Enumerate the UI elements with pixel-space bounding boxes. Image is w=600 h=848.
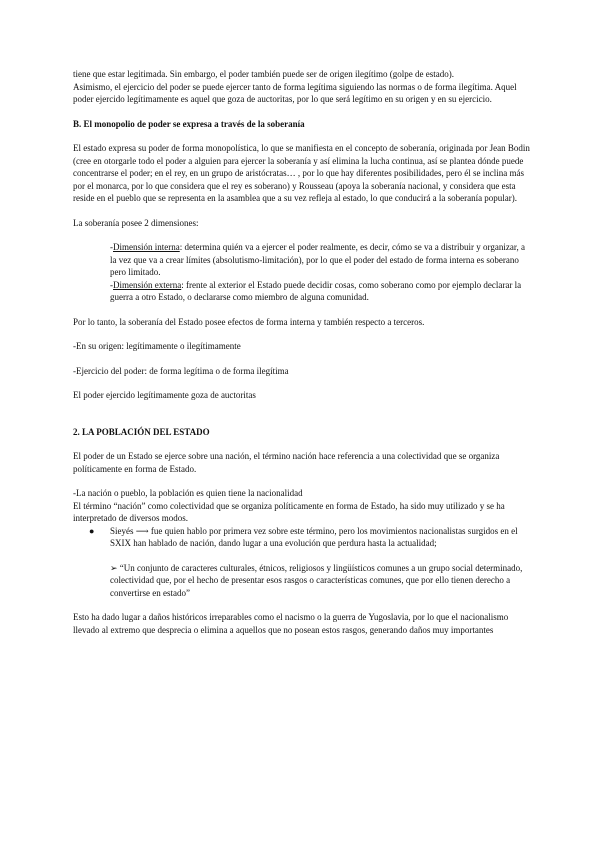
origin-line: -En su origen: legítimamente o ilegítimamente bbox=[73, 341, 241, 351]
nation-paragraph: El poder de un Estado se ejerce sobre una nación, el término nación hace referencia a una colectividad que se organiza políticamente en forma de Estado. bbox=[73, 451, 500, 474]
list-item bbox=[73, 525, 533, 550]
nation-bullet-list bbox=[73, 525, 533, 550]
external-dimension-label: Dimensión externa bbox=[113, 279, 182, 290]
external-dimension-text: : frente al exterior el Estado puede decidir cosas, como soberano como por ejemplo declarar la guerra a otro Estado, o declararse como miembro de alguna comunidad. bbox=[110, 279, 522, 302]
section-2-heading: 2. LA POBLACIÓN DEL ESTADO bbox=[73, 426, 210, 437]
document-page bbox=[73, 68, 533, 636]
section-b-heading: B. El monopolio de poder se expresa a través de la soberanía bbox=[73, 118, 305, 129]
internal-dimension: -Dimensión interna: determina quién va a ejercer el poder realmente, es decir, cómo se va a distribuir y organizar, a la vez que va a crear límites (absolutismo-limitación), por lo que el poder del estado de forma interna es soberano pero limitado. bbox=[110, 242, 525, 277]
internal-dimension-text: : determina quién va a ejercer el poder realmente, es decir, cómo se va a distribuir y organizar, a la vez que va a crear límites (absolutismo-limitación), por lo que el poder del estado de forma interna es soberano pero limitado. bbox=[110, 242, 525, 277]
sovereignty-effects: Por lo tanto, la soberanía del Estado posee efectos de forma interna y también respecto a terceros. bbox=[73, 316, 425, 327]
auctoritas-line: El poder ejercido legítimamente goza de auctoritas bbox=[73, 390, 256, 400]
exercise-line: -Ejercicio del poder: de forma legítima o de forma ilegítima bbox=[73, 365, 289, 376]
intro-paragraph-2: Asimismo, el ejercicio del poder se puede ejercer tanto de forma legítima siguiendo las normas o de forma ilegítima. Aquel poder ejercido legítimamente es aquel que goza de auctoritas, por lo que será legítimo en su origen y en su ejercicio. bbox=[73, 81, 517, 104]
nation-people-line: -La nación o pueblo, la población es quien tiene la nacionalidad bbox=[73, 488, 303, 498]
bullet-icon: ● bbox=[89, 525, 95, 536]
dimensions-intro: La soberanía posee 2 dimensiones: bbox=[73, 217, 199, 228]
intro-paragraph-1: tiene que estar legitimada. Sin embargo, el poder también puede ser de origen ilegítimo (golpe de estado). bbox=[73, 69, 454, 79]
nation-term-paragraph: El término “nación” como colectividad que se organiza políticamente en forma de Estado, ha sido muy utilizado y se ha interpretado de diversos modos. bbox=[73, 500, 505, 523]
internal-dimension-label: Dimensión interna bbox=[113, 242, 180, 252]
external-dimension: -Dimensión externa: frente al exterior el Estado puede decidir cosas, como soberano como por ejemplo declarar la guerra a otro Estado, o declararse como miembro de alguna comunidad. bbox=[110, 279, 522, 302]
nationalism-paragraph: Esto ha dado lugar a daños históricos irreparables como el nacismo o la guerra de Yugoslavia, por lo que el nacionalismo llevado al extremo que desprecia o elimina a aquellos que no posean estos rasgos, generando daños muy importantes bbox=[73, 612, 509, 635]
sovereignty-paragraph: El estado expresa su poder de forma monopolística, lo que se manifiesta en el concepto de soberanía, originada por Jean Bodin (cree en otorgarle todo el poder a alguien para ejercer la soberanía y así elimina la lucha continua, así se plantea dónde puede concentrarse el poder; en el rey, en un grupo de aristócratas… , por lo que hay diferentes posibilidades, pero él se inclina más por el monarca, por lo que considera que el rey es soberano) y Rousseau (apoya la soberanía nacional, y considera que esta reside en el pueblo que se representa en la asamblea que a su vez refleja al estado, lo que conducirá a la soberanía popular). bbox=[73, 143, 530, 203]
sieyes-bullet-text: Sieyés ⟶ fue quien hablo por primera vez sobre este término, pero los movimientos nacionalistas surgidos en el SXIX han hablado de nación, dando lugar a una evolución que perdura hasta la actualidad; bbox=[110, 525, 518, 548]
dimensions-block bbox=[110, 241, 533, 304]
nation-definition-quote: ➢ “Un conjunto de caracteres culturales, étnicos, religiosos y lingüísticos comunes a un grupo social determinado, colectividad que, por el hecho de presentar esos rasgos o características comunes, que por ello tienen derecho a convertirse en estado” bbox=[110, 562, 523, 598]
